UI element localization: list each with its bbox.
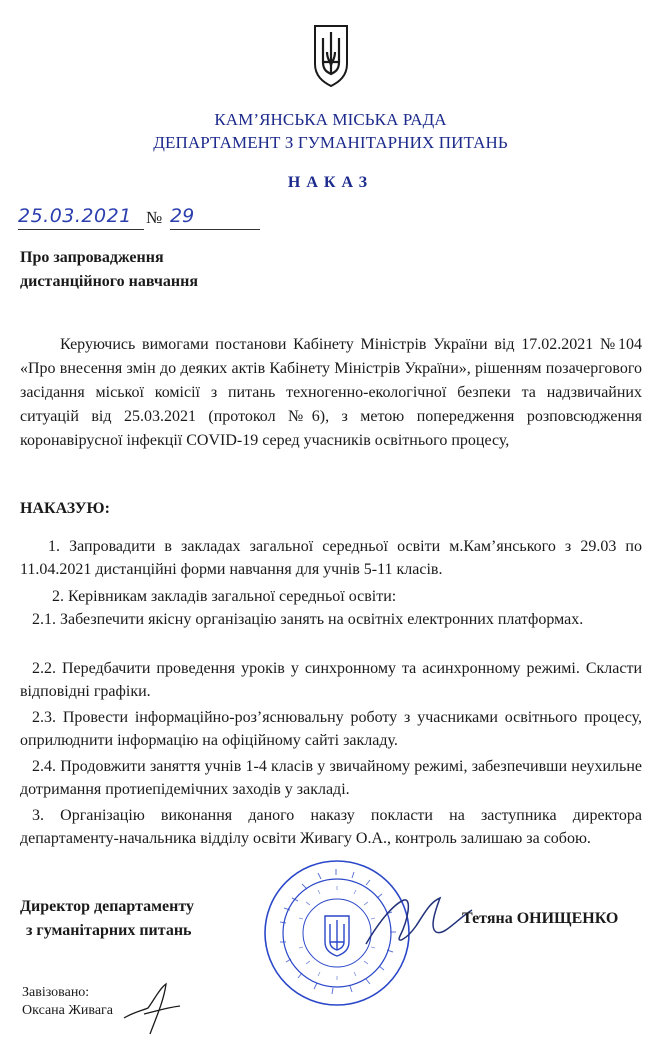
organization-name: КАМ’ЯНСЬКА МІСЬКА РАДА xyxy=(214,110,447,129)
ukraine-trident-emblem-icon xyxy=(313,24,349,88)
signatory-title-line-1: Директор департаменту xyxy=(20,898,195,915)
signatory-name: Тетяна ОНИЩЕНКО xyxy=(462,910,619,927)
order-item-2-2: 2.2. Передбачити проведення уроків у синхронному та асинхронному режимі. Скласти відповідні графіки. xyxy=(20,660,642,700)
date-underline xyxy=(18,229,144,230)
number-underline xyxy=(170,229,260,230)
order-item-2: 2. Керівникам закладів загальної середньої освіти: xyxy=(52,588,397,605)
handwritten-date: 25.03.2021 xyxy=(18,205,132,227)
number-sign: № xyxy=(146,208,163,227)
order-heading: НАКАЗУЮ: xyxy=(20,500,110,517)
handwritten-order-number: 29 xyxy=(170,205,195,227)
order-item-2-1: 2.1. Забезпечити якісну організацію занять на освітніх електронних платформах. xyxy=(32,611,584,628)
order-item-2-4: 2.4. Продовжити заняття учнів 1-4 класів у звичайному режимі, забезпечивши неухильне дотримання протиепідемічних заходів у закладі. xyxy=(20,758,642,798)
order-item-3: 3. Організацію виконання даного наказу покласти на заступника директора департаменту-начальника відділу освіти Живагу О.А., контроль залишаю за собою. xyxy=(20,807,642,847)
department-name: ДЕПАРТАМЕНТ З ГУМАНІТАРНИХ ПИТАНЬ xyxy=(153,133,508,152)
approval-label: Завізовано: xyxy=(22,985,90,1000)
signatory-title-line-2: з гуманітарних питань xyxy=(26,922,192,939)
preamble-paragraph: Керуючись вимогами постанови Кабінету Міністрів України від 17.02.2021 №104 «Про внесення змін до деяких актів Кабінету Міністрів України», рішенням позачергового засідання міської комісії з питань техногенно-екологічної безпеки та надзвичайних ситуацій від 25.03.2021 (протокол №6), з метою попередження розповсюдження коронавірусної інфекції COVID-19 серед учасників освітнього процесу, xyxy=(20,336,642,449)
approval-signature-icon xyxy=(120,978,190,1038)
approver-name: Оксана Живага xyxy=(22,1003,113,1018)
order-item-1: 1. Запровадити в закладах загальної середньої освіти м.Кам’янського з 29.03 по 11.04.2021 дистанційні форми навчання для учнів 5-11 класів. xyxy=(20,538,642,578)
registration-row xyxy=(18,205,278,233)
subject-line-2: дистанційного навчання xyxy=(20,273,199,290)
order-item-2-3: 2.3. Провести інформаційно-роз’яснювальну роботу з учасниками освітнього процесу, оприлюднити інформацію на офіційному сайті закладу. xyxy=(20,709,642,749)
document-type-title: НАКАЗ xyxy=(287,174,374,191)
subject-line-1: Про запровадження xyxy=(20,249,164,266)
